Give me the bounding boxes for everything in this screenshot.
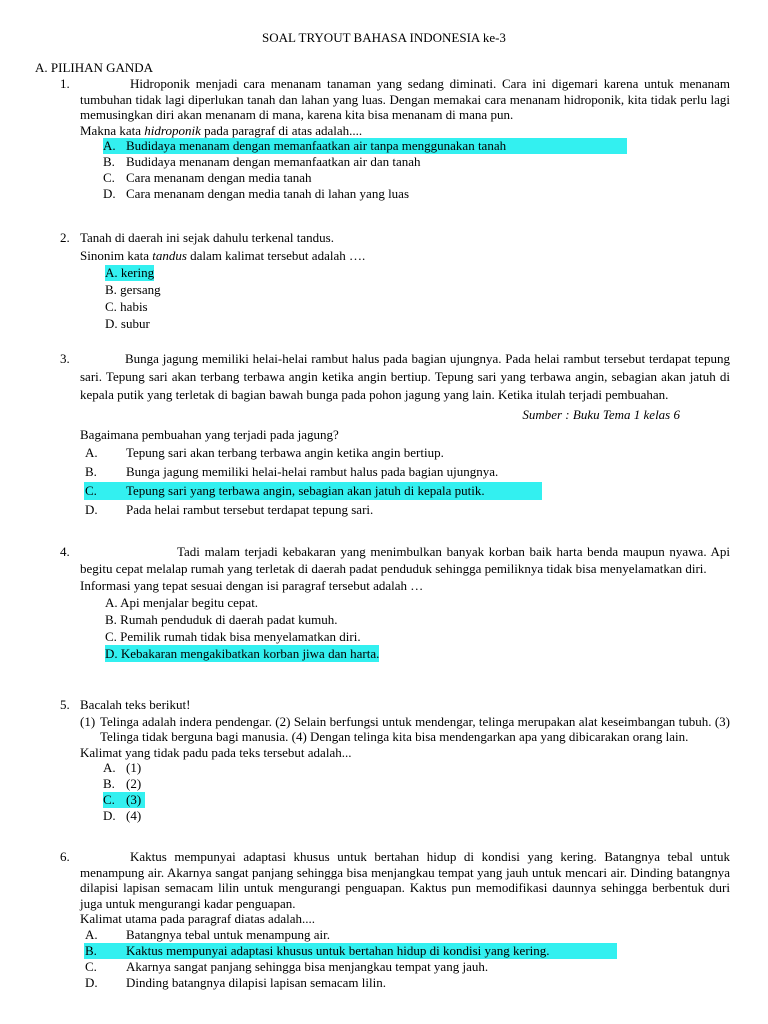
question-prompt: Kalimat utama pada paragraf diatas adalah.... [80,911,315,926]
question-4 [60,543,730,662]
option-d[interactable]: D. subur [105,316,150,331]
question-number: 2. [60,230,70,245]
option-c[interactable]: C. (3) [60,792,730,808]
question-paragraph: Kaktus mempunyai adaptasi khusus untuk bertahan hidup di kondisi yang kering. Batangnya tebal untuk menampung air. Akarnya sangat panjang sehingga bisa menjangkau tempat yang jauh untuk mencari air. Dinding batangnya dilapisi lapisan semacam lilin untuk mengurangi penguapan. Kaktus pun memodifikasi daunnya sehingga berbentuk duri juga untuk mengurangi kadar penguapan. [80,849,730,911]
option-c[interactable]: C. Pemilik rumah tidak bisa menyelamatkan diri. [105,629,361,644]
option-a[interactable]: A. (1) [103,760,142,775]
section-heading: A. PILIHAN GANDA [35,60,154,75]
question-number: 3. [60,351,70,366]
question-prompt: Sinonim kata tandus dalam kalimat tersebut adalah …. [80,247,366,263]
option-a[interactable]: A. Tepung sari akan terbang terbawa angin ketika angin bertiup. [85,445,444,460]
question-instruction: Bacalah teks berikut! [80,697,191,712]
question-3 [60,350,730,520]
question-paragraph: Bunga jagung memiliki helai-helai rambut halus pada bagian ujungnya. Pada helai rambut tersebut terdapat tepung sari. Tepung sari akan terbang terbawa angin ketika angin bertiup. Tepung sari yang terbawa angin, sebagian akan jatuh di kepala putik yang terletak di bagian bawah bunga pada pohon jagung yang lain. Ketika itulah terjadi pembuahan. [80,351,730,402]
question-6 [60,849,730,991]
question-number: 5. [60,697,70,712]
question-2 [60,230,730,333]
option-c[interactable]: C. habis [105,299,148,314]
option-d[interactable]: D. Pada helai rambut tersebut terdapat tepung sari. [85,502,374,517]
question-1 [60,76,730,202]
option-c[interactable]: C. Cara menanam dengan media tanah [103,170,312,185]
page-title: SOAL TRYOUT BAHASA INDONESIA ke-3 [262,30,506,45]
option-a[interactable]: A. Batangnya tebal untuk menampung air. [85,926,330,942]
question-prompt: Kalimat yang tidak padu pada teks tersebut adalah... [80,744,352,760]
option-b[interactable]: B. Rumah penduduk di daerah padat kumuh. [105,612,338,627]
question-5 [60,697,730,824]
option-c[interactable]: C. Akarnya sangat panjang sehingga bisa menjangkau tempat yang jauh. [85,958,489,974]
option-b[interactable]: B. Kaktus mempunyai adaptasi khusus untuk bertahan hidup di kondisi yang kering. [60,943,730,959]
option-b[interactable]: B. Budidaya menanam dengan memanfaatkan air dan tanah [103,154,421,169]
question-number: 4. [60,544,70,559]
question-paragraph: Tadi malam terjadi kebakaran yang menimbulkan banyak korban baik harta benda maupun nyawa. Api begitu cepat melalap rumah yang terletak di daerah padat penduduk sehingga pemiliknya tidak bisa menyelamatkan diri. [80,544,730,576]
question-paragraph: Hidroponik menjadi cara menanam tanaman yang sedang diminati. Cara ini digemari karena untuk menanam tumbuhan tidak lagi diperlukan tanah dan lahan yang luas. Dengan memakai cara menanam hidroponik, kita tidak perlu lagi memusingkan diri akan menanam di mana, karena kita bisa menanam di mana pun. [80,76,730,122]
question-prompt: Bagaimana pembuahan yang terjadi pada jagung? [80,427,339,442]
option-b[interactable]: B. (2) [103,776,142,791]
question-number: 1. [60,76,70,91]
option-d[interactable]: D. Kebakaran mengakibatkan korban jiwa dan harta. [105,646,380,661]
option-a[interactable]: A. Api menjalar begitu cepat. [105,595,259,610]
question-number: 6. [60,849,70,864]
option-d[interactable]: D. Cara menanam dengan media tanah di lahan yang luas [103,186,410,201]
question-sentence: Tanah di daerah ini sejak dahulu terkenal tandus. [80,230,334,245]
question-text-item: (1) Telinga adalah indera pendengar. (2) Selain berfungsi untuk mendengar, telinga merupakan alat keseimbangan tubuh. (3) Telinga tidak berguna bagi manusia. (4) Dengan telinga kita bisa mendengarkan apa yang dibicarakan orang lain. [80,713,730,744]
question-prompt: Informasi yang tepat sesuai dengan isi paragraf tersebut adalah … [80,578,424,593]
option-d[interactable]: D. (4) [103,808,142,823]
source-citation: Sumber : Buku Tema 1 kelas 6 [522,407,680,422]
option-a[interactable]: A. Budidaya menanam dengan memanfaatkan air tanpa menggunakan tanah [60,138,730,154]
option-a[interactable]: A. kering [105,265,155,280]
option-b[interactable]: B. gersang [105,282,161,297]
option-c[interactable]: C. Tepung sari yang terbawa angin, sebagian akan jatuh di kepala putik. [60,482,730,501]
question-prompt: Makna kata hidroponik pada paragraf di atas adalah.... [80,122,363,138]
option-b[interactable]: B. Bunga jagung memiliki helai-helai rambut halus pada bagian ujungnya. [85,464,499,479]
option-d[interactable]: D. Dinding batangnya dilapisi lapisan semacam lilin. [85,974,386,990]
